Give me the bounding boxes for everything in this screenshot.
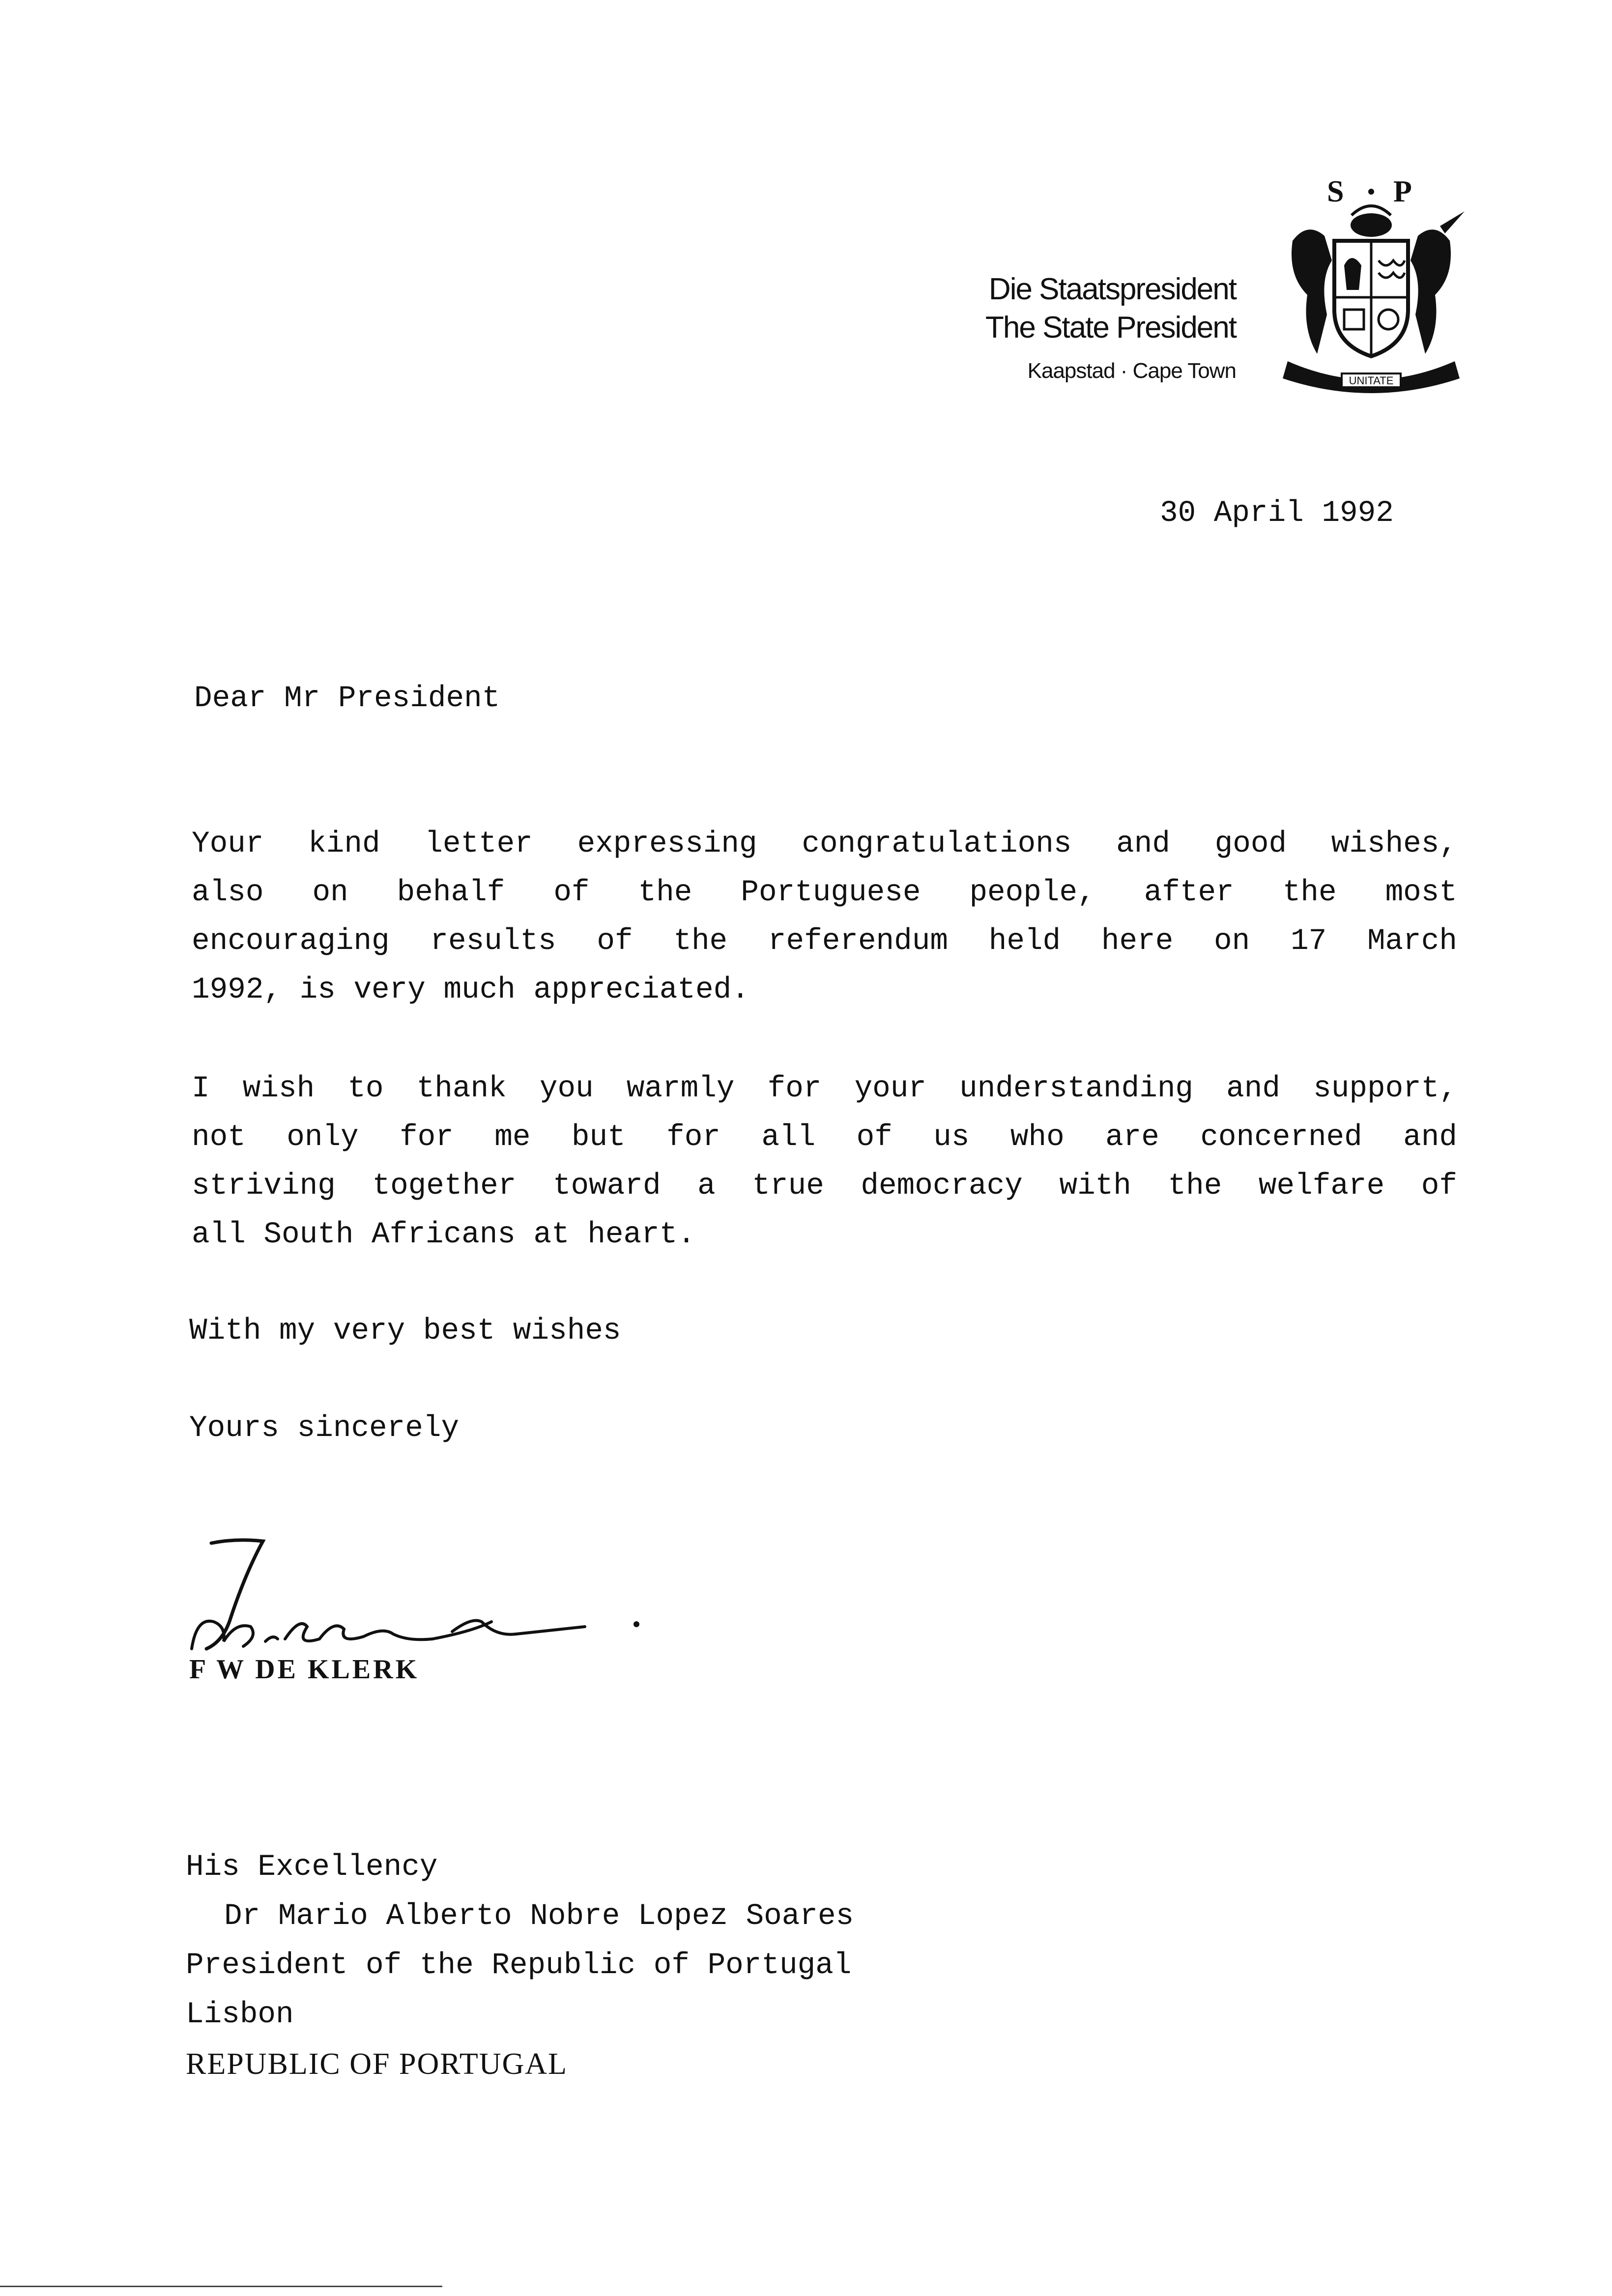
svg-text:P: P <box>1393 175 1412 208</box>
recipient-country: REPUBLIC OF PORTUGAL <box>186 2047 568 2081</box>
paragraph-line: encouraging results of the referendum held here on 17 March <box>192 924 1457 958</box>
letterhead-location: Kaapstad · Cape Town <box>1027 359 1236 383</box>
paragraph-line: striving together toward a true democracy with the welfare of <box>192 1169 1457 1203</box>
recipient-position: President of the Republic of Portugal <box>186 1949 852 1982</box>
coat-of-arms-icon <box>1278 167 1465 393</box>
svg-text:S: S <box>1327 175 1344 208</box>
letter-date: 30 April 1992 <box>1160 496 1394 530</box>
recipient-title: His Excellency <box>186 1850 438 1884</box>
paragraph-line: I wish to thank you warmly for your understanding and support, <box>192 1072 1457 1106</box>
closing-sincerely: Yours sincerely <box>189 1411 460 1445</box>
recipient-city: Lisbon <box>186 1998 294 2032</box>
handwritten-signature <box>177 1528 659 1666</box>
paragraph-line: 1992, is very much appreciated. <box>192 973 749 1007</box>
svg-text:UNITATE: UNITATE <box>1349 374 1394 387</box>
scan-edge-line <box>0 2286 442 2287</box>
signer-name: F W DE KLERK <box>189 1654 420 1685</box>
recipient-name: Dr Mario Alberto Nobre Lopez Soares <box>224 1899 854 1933</box>
letterhead-title-english: The State President <box>985 311 1236 344</box>
body-paragraph-2 <box>192 1064 1457 1259</box>
paragraph-line: all South Africans at heart. <box>192 1218 695 1252</box>
letterhead-title-afrikaans: Die Staatspresident <box>988 272 1236 306</box>
recipient-address <box>186 1843 854 2089</box>
letterhead <box>985 270 1236 388</box>
paragraph-line: Your kind letter expressing congratulations and good wishes, <box>192 827 1457 861</box>
paragraph-line: also on behalf of the Portuguese people, after the most <box>192 876 1457 910</box>
body-paragraph-1 <box>192 820 1457 1014</box>
paragraph-line: not only for me but for all of us who are concerned and <box>192 1120 1457 1154</box>
salutation: Dear Mr President <box>194 682 500 716</box>
closing-wishes: With my very best wishes <box>189 1314 621 1348</box>
